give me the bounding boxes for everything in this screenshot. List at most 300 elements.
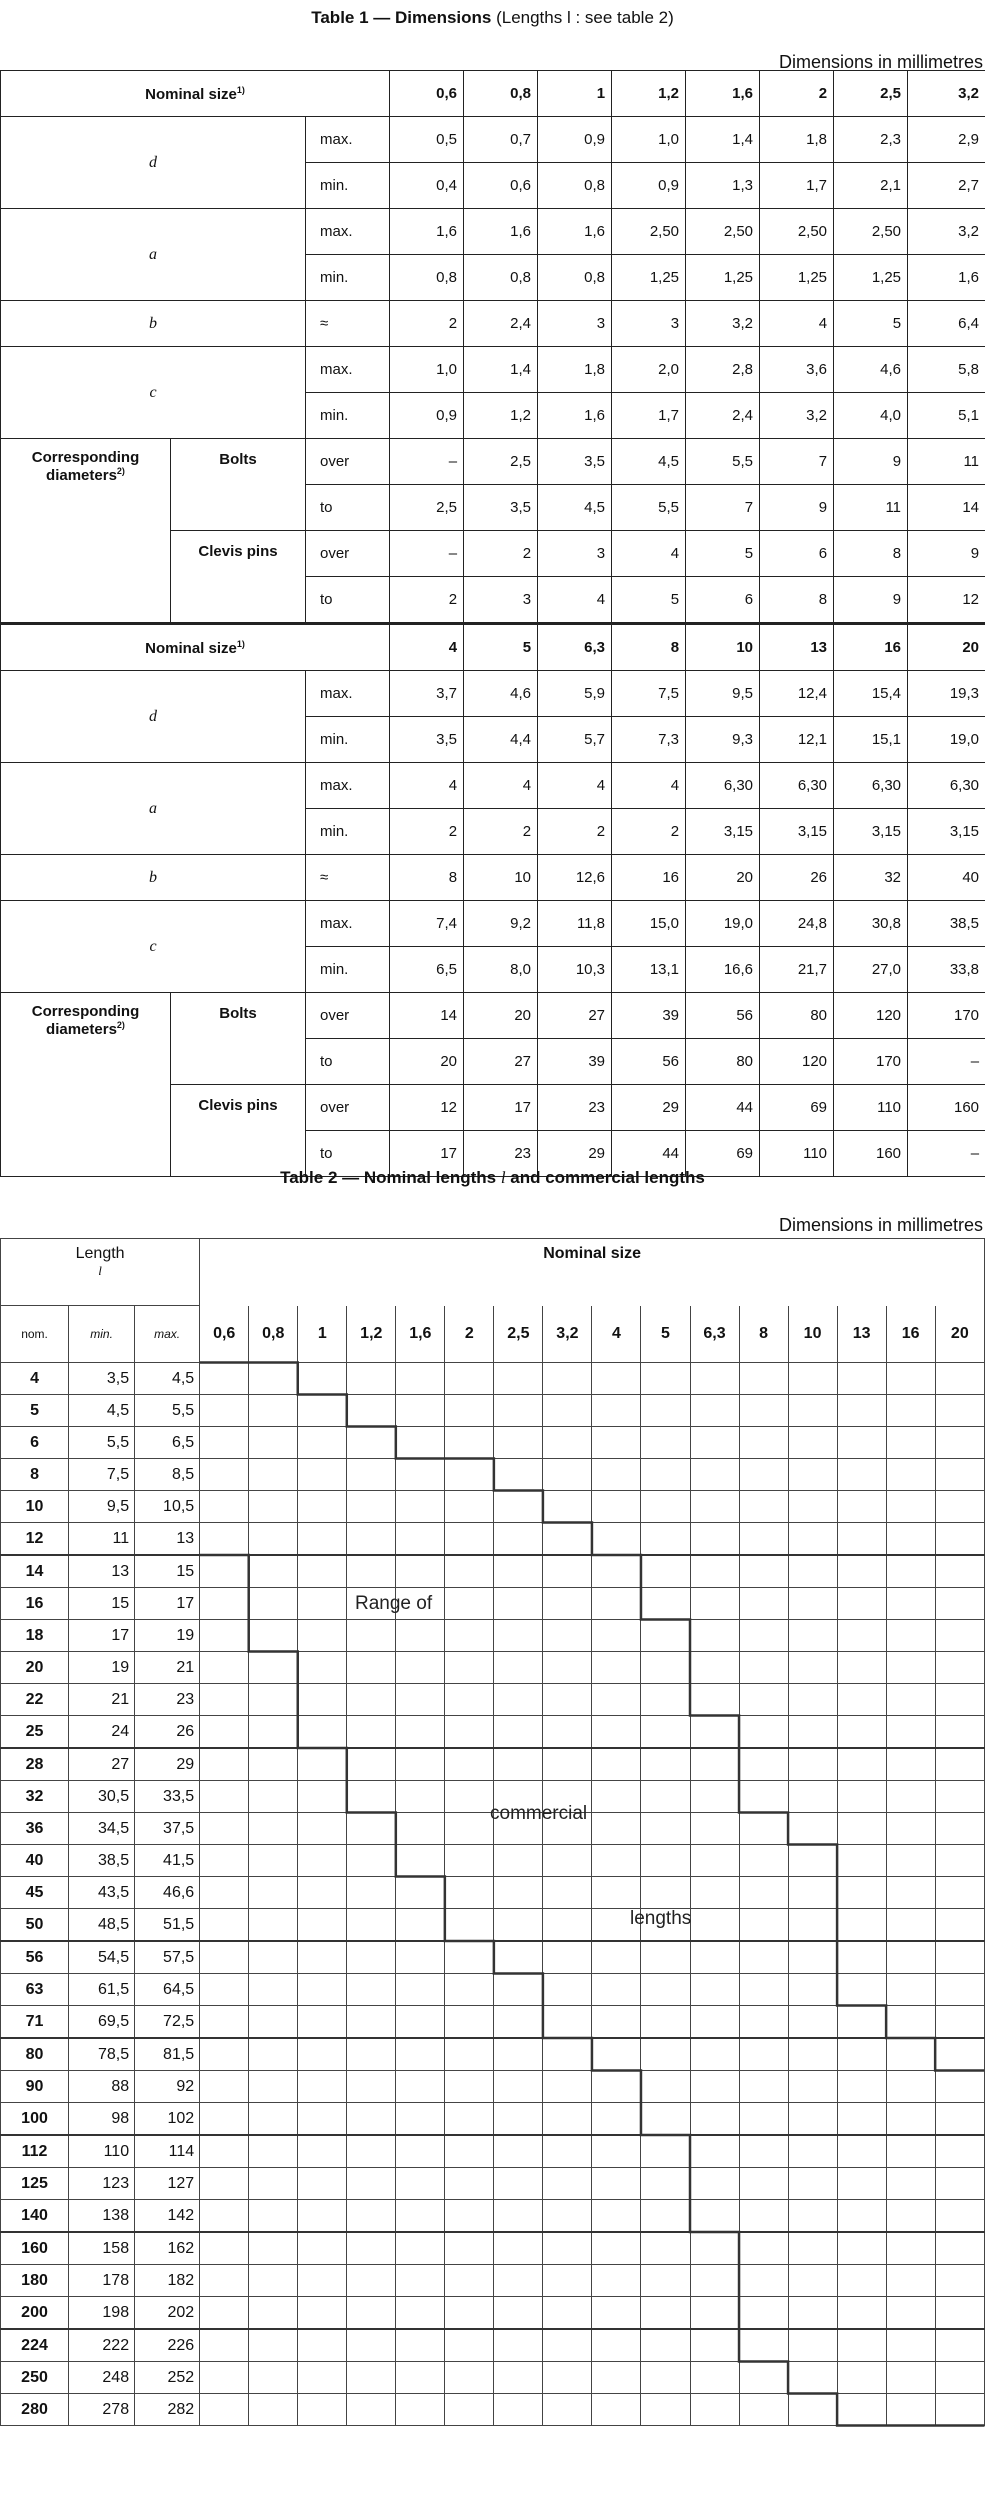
value-clevis_over: 110 bbox=[834, 1085, 908, 1131]
grid-cell bbox=[200, 1877, 249, 1909]
grid-cell bbox=[200, 2168, 249, 2200]
max-length: 8,5 bbox=[135, 1459, 200, 1491]
value-c_min: 10,3 bbox=[538, 947, 612, 993]
limit-max: max. bbox=[306, 763, 390, 809]
grid-cell bbox=[739, 1588, 788, 1620]
grid-cell bbox=[494, 1974, 543, 2006]
grid-cell bbox=[886, 2265, 935, 2297]
grid-cell bbox=[690, 2135, 739, 2168]
grid-cell bbox=[788, 2329, 837, 2362]
value-clevis_to: 160 bbox=[834, 1131, 908, 1177]
grid-cell bbox=[886, 2038, 935, 2071]
grid-cell bbox=[739, 1781, 788, 1813]
table1-row-b bbox=[1, 301, 985, 347]
table1-row-d_max bbox=[1, 117, 985, 163]
grid-cell bbox=[543, 2329, 592, 2362]
grid-cell bbox=[494, 1555, 543, 1588]
grid-cell bbox=[298, 1909, 347, 1942]
grid-cell bbox=[641, 2071, 690, 2103]
nominal-size-text: Nominal size bbox=[145, 85, 237, 103]
grid-cell bbox=[690, 1459, 739, 1491]
grid-cell bbox=[298, 2265, 347, 2297]
min-length: 158 bbox=[69, 2232, 135, 2265]
table1-caption-note: (Lengths l : see table 2) bbox=[491, 8, 674, 27]
value-a_max: 1,6 bbox=[464, 209, 538, 255]
grid-cell bbox=[200, 2103, 249, 2136]
grid-cell bbox=[543, 1491, 592, 1523]
grid-cell bbox=[445, 2394, 494, 2426]
grid-cell bbox=[396, 2232, 445, 2265]
min-length: 38,5 bbox=[69, 1845, 135, 1877]
grid-cell bbox=[690, 1427, 739, 1459]
nominal-length: 224 bbox=[1, 2329, 69, 2362]
grid-cell bbox=[739, 1748, 788, 1781]
grid-cell bbox=[690, 1974, 739, 2006]
grid-cell bbox=[200, 2394, 249, 2426]
max-length: 33,5 bbox=[135, 1781, 200, 1813]
grid-cell bbox=[690, 1781, 739, 1813]
grid-cell bbox=[641, 1363, 690, 1395]
grid-cell bbox=[396, 1459, 445, 1491]
value-d_max: 1,4 bbox=[686, 117, 760, 163]
grid-cell bbox=[935, 2135, 984, 2168]
grid-cell bbox=[445, 2362, 494, 2394]
grid-cell bbox=[592, 2135, 641, 2168]
value-c_max: 2,8 bbox=[686, 347, 760, 393]
value-clevis_to: 3 bbox=[464, 577, 538, 624]
grid-cell bbox=[249, 2006, 298, 2039]
grid-cell bbox=[249, 1491, 298, 1523]
value-a_max: 1,6 bbox=[390, 209, 464, 255]
nominal-length: 200 bbox=[1, 2297, 69, 2330]
value-d_max: 4,6 bbox=[464, 671, 538, 717]
grid-cell bbox=[543, 1652, 592, 1684]
footnote-mark: 2) bbox=[116, 1020, 125, 1030]
grid-cell bbox=[396, 2071, 445, 2103]
grid-cell bbox=[592, 1748, 641, 1781]
grid-cell bbox=[690, 1491, 739, 1523]
grid-cell bbox=[445, 1941, 494, 1974]
grid-cell bbox=[494, 1941, 543, 1974]
value-clevis_over: 5 bbox=[686, 531, 760, 577]
value-bolts_to: 56 bbox=[612, 1039, 686, 1085]
value-b: 40 bbox=[908, 855, 985, 901]
grid-cell bbox=[788, 1491, 837, 1523]
grid-cell bbox=[200, 1459, 249, 1491]
grid-cell bbox=[347, 2006, 396, 2039]
grid-cell bbox=[445, 1781, 494, 1813]
grid-cell bbox=[837, 1555, 886, 1588]
max-length: 6,5 bbox=[135, 1427, 200, 1459]
value-d_max: 19,3 bbox=[908, 671, 985, 717]
table1-row-bolts_over bbox=[1, 439, 985, 485]
grid-cell bbox=[592, 1877, 641, 1909]
value-clevis_to: 110 bbox=[760, 1131, 834, 1177]
grid-cell bbox=[788, 2071, 837, 2103]
grid-cell bbox=[396, 2394, 445, 2426]
grid-cell bbox=[739, 1877, 788, 1909]
table2-lengths bbox=[0, 1238, 985, 2426]
grid-cell bbox=[200, 1748, 249, 1781]
grid-cell bbox=[739, 2265, 788, 2297]
grid-cell bbox=[445, 1716, 494, 1749]
value-b: 10 bbox=[464, 855, 538, 901]
nominal-length: 40 bbox=[1, 1845, 69, 1877]
grid-cell bbox=[837, 1716, 886, 1749]
value-d_max: 0,5 bbox=[390, 117, 464, 163]
grid-cell bbox=[249, 1395, 298, 1427]
grid-cell bbox=[592, 1459, 641, 1491]
grid-cell bbox=[347, 1781, 396, 1813]
nominal-size-column: 4 bbox=[592, 1306, 641, 1363]
table-row bbox=[1, 1395, 985, 1427]
corresponding-diameters-label bbox=[1, 439, 171, 624]
grid-cell bbox=[396, 1555, 445, 1588]
nominal-length: 100 bbox=[1, 2103, 69, 2136]
value-d_min: 1,7 bbox=[760, 163, 834, 209]
max-length: 29 bbox=[135, 1748, 200, 1781]
nominal-length: 180 bbox=[1, 2265, 69, 2297]
grid-cell bbox=[249, 2329, 298, 2362]
value-clevis_to: 12 bbox=[908, 577, 985, 624]
value-c_min: 1,2 bbox=[464, 393, 538, 439]
grid-cell bbox=[935, 2265, 984, 2297]
grid-cell bbox=[347, 2071, 396, 2103]
nominal-size-text: Nominal size bbox=[145, 639, 237, 657]
grid-cell bbox=[935, 1845, 984, 1877]
grid-cell bbox=[543, 2232, 592, 2265]
grid-cell bbox=[494, 1523, 543, 1556]
grid-cell bbox=[641, 1620, 690, 1652]
value-d_max: 1,0 bbox=[612, 117, 686, 163]
nominal-size-value: 2 bbox=[760, 71, 834, 117]
value-b: 3,2 bbox=[686, 301, 760, 347]
table2-subheader-row bbox=[1, 1306, 985, 1363]
grid-cell bbox=[935, 1555, 984, 1588]
grid-cell bbox=[347, 1716, 396, 1749]
grid-cell bbox=[739, 1845, 788, 1877]
nominal-length: 16 bbox=[1, 1588, 69, 1620]
value-d_max: 0,9 bbox=[538, 117, 612, 163]
value-d_max: 15,4 bbox=[834, 671, 908, 717]
max-length: 127 bbox=[135, 2168, 200, 2200]
value-clevis_to: 17 bbox=[390, 1131, 464, 1177]
grid-cell bbox=[200, 1974, 249, 2006]
table-row bbox=[1, 2135, 985, 2168]
value-bolts_over: 9 bbox=[834, 439, 908, 485]
min-length: 43,5 bbox=[69, 1877, 135, 1909]
nominal-size-value: 13 bbox=[760, 624, 834, 671]
min-length: 13 bbox=[69, 1555, 135, 1588]
table-row bbox=[1, 2168, 985, 2200]
grid-cell bbox=[249, 1974, 298, 2006]
min-length: 123 bbox=[69, 2168, 135, 2200]
grid-cell bbox=[788, 1684, 837, 1716]
grid-cell bbox=[641, 2394, 690, 2426]
grid-cell bbox=[739, 1363, 788, 1395]
clevis-label: Clevis pins bbox=[171, 1085, 306, 1177]
grid-cell bbox=[592, 2006, 641, 2039]
grid-cell bbox=[298, 1813, 347, 1845]
grid-cell bbox=[739, 1459, 788, 1491]
value-bolts_over: 27 bbox=[538, 993, 612, 1039]
grid-cell bbox=[690, 1523, 739, 1556]
length-label: Length bbox=[75, 1245, 125, 1262]
grid-cell bbox=[494, 1588, 543, 1620]
value-clevis_to: 23 bbox=[464, 1131, 538, 1177]
grid-cell bbox=[935, 1620, 984, 1652]
grid-cell bbox=[543, 1974, 592, 2006]
min-length: 4,5 bbox=[69, 1395, 135, 1427]
grid-cell bbox=[739, 2232, 788, 2265]
grid-cell bbox=[249, 2200, 298, 2233]
grid-cell bbox=[935, 2232, 984, 2265]
min-length: 27 bbox=[69, 1748, 135, 1781]
value-b: 32 bbox=[834, 855, 908, 901]
grid-cell bbox=[739, 2038, 788, 2071]
grid-cell bbox=[788, 2135, 837, 2168]
table-row bbox=[1, 1909, 985, 1942]
value-clevis_over: 23 bbox=[538, 1085, 612, 1131]
grid-cell bbox=[396, 1620, 445, 1652]
grid-cell bbox=[347, 2038, 396, 2071]
value-d_min: 5,7 bbox=[538, 717, 612, 763]
grid-cell bbox=[494, 2297, 543, 2330]
grid-cell bbox=[641, 2103, 690, 2136]
grid-cell bbox=[494, 1684, 543, 1716]
grid-cell bbox=[690, 1941, 739, 1974]
grid-cell bbox=[886, 2071, 935, 2103]
grid-cell bbox=[249, 1941, 298, 1974]
grid-cell bbox=[641, 1813, 690, 1845]
table-row bbox=[1, 1941, 985, 1974]
value-b: 4 bbox=[760, 301, 834, 347]
grid-cell bbox=[641, 2362, 690, 2394]
grid-cell bbox=[641, 1491, 690, 1523]
grid-cell bbox=[543, 2168, 592, 2200]
range-label-2: commercial bbox=[490, 1803, 588, 1824]
nominal-size-value: 2,5 bbox=[834, 71, 908, 117]
nominal-size-label bbox=[1, 71, 390, 117]
grid-cell bbox=[788, 1363, 837, 1395]
grid-cell bbox=[396, 2297, 445, 2330]
grid-cell bbox=[298, 2038, 347, 2071]
min-length: 248 bbox=[69, 2362, 135, 2394]
grid-cell bbox=[396, 2103, 445, 2136]
grid-cell bbox=[445, 2103, 494, 2136]
grid-cell bbox=[592, 1523, 641, 1556]
grid-cell bbox=[886, 1684, 935, 1716]
grid-cell bbox=[641, 2135, 690, 2168]
grid-cell bbox=[396, 1395, 445, 1427]
grid-cell bbox=[886, 1813, 935, 1845]
grid-cell bbox=[347, 1523, 396, 1556]
nominal-size-column: 0,6 bbox=[200, 1306, 249, 1363]
value-b: 6,4 bbox=[908, 301, 985, 347]
max-label: max. bbox=[135, 1306, 200, 1363]
grid-cell bbox=[788, 2232, 837, 2265]
grid-cell bbox=[739, 1491, 788, 1523]
grid-cell bbox=[494, 2103, 543, 2136]
value-c_max: 5,8 bbox=[908, 347, 985, 393]
value-bolts_to: 120 bbox=[760, 1039, 834, 1085]
grid-cell bbox=[690, 1845, 739, 1877]
value-b: 26 bbox=[760, 855, 834, 901]
min-length: 9,5 bbox=[69, 1491, 135, 1523]
max-length: 226 bbox=[135, 2329, 200, 2362]
value-clevis_to: 4 bbox=[538, 577, 612, 624]
grid-cell bbox=[445, 1523, 494, 1556]
value-c_min: 16,6 bbox=[686, 947, 760, 993]
value-a_max: 1,6 bbox=[538, 209, 612, 255]
grid-cell bbox=[445, 2200, 494, 2233]
grid-cell bbox=[690, 2200, 739, 2233]
value-c_min: 1,7 bbox=[612, 393, 686, 439]
grid-cell bbox=[592, 2038, 641, 2071]
grid-cell bbox=[739, 2071, 788, 2103]
grid-cell bbox=[592, 1684, 641, 1716]
nominal-size-column: 16 bbox=[886, 1306, 935, 1363]
grid-cell bbox=[347, 1363, 396, 1395]
value-c_max: 24,8 bbox=[760, 901, 834, 947]
min-length: 222 bbox=[69, 2329, 135, 2362]
symbol-c: c bbox=[1, 347, 306, 439]
grid-cell bbox=[543, 1427, 592, 1459]
grid-cell bbox=[641, 1974, 690, 2006]
grid-cell bbox=[200, 1523, 249, 1556]
grid-cell bbox=[445, 2135, 494, 2168]
max-length: 81,5 bbox=[135, 2038, 200, 2071]
min-length: 34,5 bbox=[69, 1813, 135, 1845]
grid-cell bbox=[494, 1459, 543, 1491]
limit-max: max. bbox=[306, 117, 390, 163]
value-clevis_over: 160 bbox=[908, 1085, 985, 1131]
nominal-size-label bbox=[1, 624, 390, 671]
grid-cell bbox=[641, 1652, 690, 1684]
value-bolts_over: 39 bbox=[612, 993, 686, 1039]
value-clevis_over: 8 bbox=[834, 531, 908, 577]
grid-cell bbox=[445, 2265, 494, 2297]
grid-cell bbox=[543, 2038, 592, 2071]
value-bolts_over: 4,5 bbox=[612, 439, 686, 485]
table1-row-c_max bbox=[1, 347, 985, 393]
grid-cell bbox=[935, 2200, 984, 2233]
grid-cell bbox=[788, 1652, 837, 1684]
limit-approx: ≈ bbox=[306, 855, 390, 901]
grid-cell bbox=[249, 1781, 298, 1813]
value-clevis_to: 69 bbox=[686, 1131, 760, 1177]
grid-cell bbox=[641, 1523, 690, 1556]
grid-cell bbox=[249, 2362, 298, 2394]
grid-cell bbox=[494, 1748, 543, 1781]
grid-cell bbox=[298, 1684, 347, 1716]
value-d_min: 0,4 bbox=[390, 163, 464, 209]
grid-cell bbox=[347, 1748, 396, 1781]
grid-cell bbox=[690, 1395, 739, 1427]
nominal-size-value: 1,6 bbox=[686, 71, 760, 117]
max-length: 37,5 bbox=[135, 1813, 200, 1845]
value-clevis_over: 6 bbox=[760, 531, 834, 577]
grid-cell bbox=[445, 1974, 494, 2006]
value-d_min: 0,8 bbox=[538, 163, 612, 209]
value-b: 2 bbox=[390, 301, 464, 347]
grid-cell bbox=[445, 1363, 494, 1395]
value-d_min: 0,9 bbox=[612, 163, 686, 209]
grid-cell bbox=[739, 1523, 788, 1556]
grid-cell bbox=[641, 1395, 690, 1427]
grid-cell bbox=[886, 1523, 935, 1556]
value-c_max: 19,0 bbox=[686, 901, 760, 947]
grid-cell bbox=[298, 1395, 347, 1427]
grid-cell bbox=[886, 2200, 935, 2233]
grid-cell bbox=[935, 1588, 984, 1620]
grid-cell bbox=[249, 2038, 298, 2071]
grid-cell bbox=[886, 1748, 935, 1781]
value-a_max: 6,30 bbox=[908, 763, 985, 809]
max-length: 21 bbox=[135, 1652, 200, 1684]
grid-cell bbox=[347, 1427, 396, 1459]
value-b: 12,6 bbox=[538, 855, 612, 901]
limit-min: min. bbox=[306, 809, 390, 855]
table-row bbox=[1, 2394, 985, 2426]
table1-caption-title: Table 1 — Dimensions bbox=[311, 8, 492, 27]
grid-cell bbox=[200, 1813, 249, 1845]
table-row bbox=[1, 1684, 985, 1716]
grid-cell bbox=[249, 1684, 298, 1716]
grid-cell bbox=[249, 1523, 298, 1556]
table1-row-a_max bbox=[1, 763, 985, 809]
grid-cell bbox=[543, 1363, 592, 1395]
grid-cell bbox=[739, 1813, 788, 1845]
grid-cell bbox=[494, 1620, 543, 1652]
value-a_min: 1,25 bbox=[760, 255, 834, 301]
value-a_max: 2,50 bbox=[834, 209, 908, 255]
max-length: 26 bbox=[135, 1716, 200, 1749]
nominal-length: 6 bbox=[1, 1427, 69, 1459]
grid-cell bbox=[739, 1716, 788, 1749]
value-c_min: 4,0 bbox=[834, 393, 908, 439]
value-a_max: 2,50 bbox=[686, 209, 760, 255]
grid-cell bbox=[249, 1459, 298, 1491]
grid-cell bbox=[543, 1748, 592, 1781]
grid-cell bbox=[837, 1781, 886, 1813]
grid-cell bbox=[886, 2103, 935, 2136]
grid-cell bbox=[788, 1523, 837, 1556]
nominal-length: 14 bbox=[1, 1555, 69, 1588]
grid-cell bbox=[445, 1877, 494, 1909]
grid-cell bbox=[249, 1555, 298, 1588]
grid-cell bbox=[641, 1684, 690, 1716]
bolts-label: Bolts bbox=[171, 993, 306, 1085]
grid-cell bbox=[788, 1781, 837, 1813]
grid-cell bbox=[543, 1459, 592, 1491]
grid-cell bbox=[200, 1363, 249, 1395]
table1-row-bolts_over bbox=[1, 993, 985, 1039]
value-d_max: 9,5 bbox=[686, 671, 760, 717]
min-label: min. bbox=[69, 1306, 135, 1363]
grid-cell bbox=[249, 1877, 298, 1909]
grid-cell bbox=[837, 1459, 886, 1491]
grid-cell bbox=[494, 2071, 543, 2103]
min-length: 110 bbox=[69, 2135, 135, 2168]
grid-cell bbox=[298, 2362, 347, 2394]
grid-cell bbox=[396, 1974, 445, 2006]
grid-cell bbox=[347, 1620, 396, 1652]
nominal-length: 25 bbox=[1, 1716, 69, 1749]
table2-caption-l: l bbox=[500, 1168, 506, 1187]
value-b: 2,4 bbox=[464, 301, 538, 347]
nominal-size-value: 1,2 bbox=[612, 71, 686, 117]
